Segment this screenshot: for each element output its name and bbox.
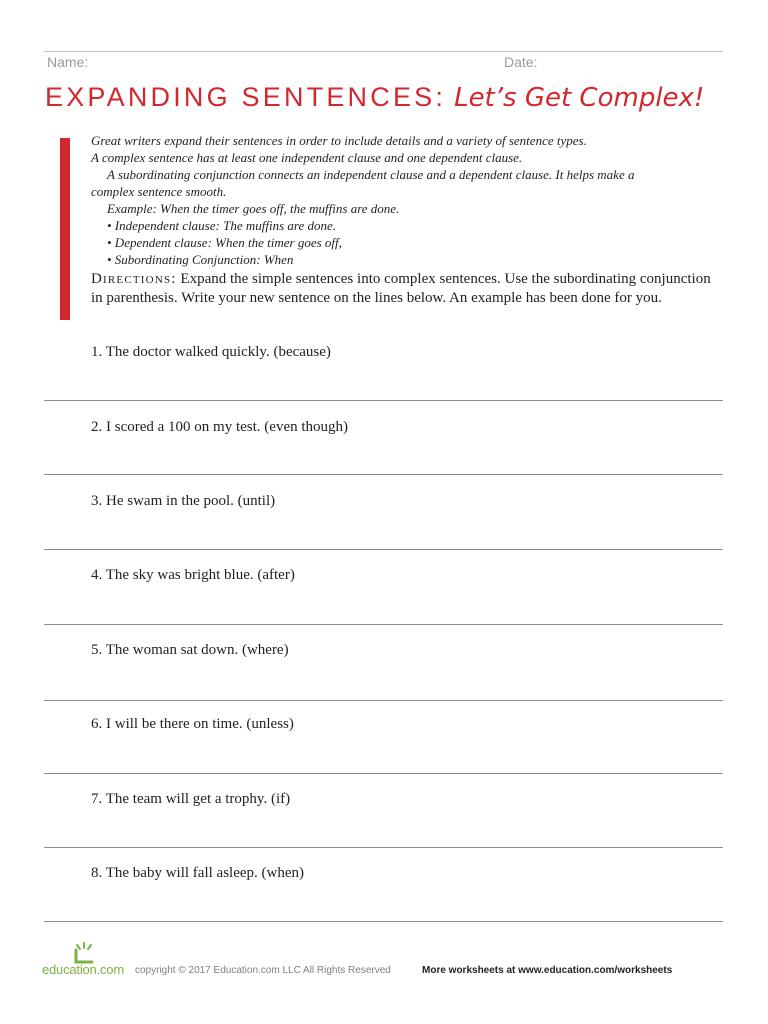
intro-line: complex sentence smooth. <box>91 184 227 199</box>
question-item: 8. The baby will fall asleep. (when) <box>91 865 304 881</box>
directions-label: Directions: <box>91 271 177 287</box>
logo-dotcom: .com <box>96 962 124 977</box>
accent-bar <box>60 138 70 320</box>
answer-line[interactable] <box>44 400 723 401</box>
intro-line: A subordinating conjunction connects an independent clause and a dependent clause. It helps make a <box>107 167 635 182</box>
example-line: Example: When the timer goes off, the muffins are done. <box>107 201 400 216</box>
question-item: 4. The sky was bright blue. (after) <box>91 567 295 583</box>
bullet-item: • Subordinating Conjunction: When <box>107 252 294 267</box>
header-rule <box>44 51 723 52</box>
question-item: 3. He swam in the pool. (until) <box>91 493 276 509</box>
answer-line[interactable] <box>44 624 723 625</box>
title-main: EXPANDING SENTENCES: <box>45 82 447 112</box>
directions <box>91 270 721 308</box>
footer <box>42 938 722 978</box>
answer-line[interactable] <box>44 847 723 848</box>
directions-text: Expand the simple sentences into complex sentences. Use the subordinating conjunction in parenthesis. Write your new sentence on the lines below. An example has been done for you. <box>91 271 711 306</box>
name-label: Name: <box>47 54 89 70</box>
answer-line[interactable] <box>44 549 723 550</box>
answer-line[interactable] <box>44 700 723 701</box>
answer-line[interactable] <box>44 921 723 922</box>
bullet-item: • Dependent clause: When the timer goes off, <box>107 235 342 250</box>
question-item: 7. The team will get a trophy. (if) <box>91 791 291 807</box>
brand-logo[interactable] <box>42 962 124 977</box>
title-subtitle: Let’s Get Complex! <box>454 83 705 113</box>
page-title <box>45 82 704 113</box>
question-item: 1. The doctor walked quickly. (because) <box>91 344 331 360</box>
question-item: 2. I scored a 100 on my test. (even though) <box>91 419 349 435</box>
logo-word: education <box>42 962 97 977</box>
answer-line[interactable] <box>44 773 723 774</box>
answer-line[interactable] <box>44 474 723 475</box>
intro-block <box>91 132 721 268</box>
copyright-text: copyright © 2017 Education.com LLC All Rights Reserved <box>135 965 391 976</box>
bullet-item: • Independent clause: The muffins are done. <box>107 218 336 233</box>
question-item: 5. The woman sat down. (where) <box>91 642 289 658</box>
more-worksheets-link[interactable]: More worksheets at www.education.com/worksheets <box>422 965 673 976</box>
intro-line: A complex sentence has at least one independent clause and one dependent clause. <box>91 150 523 165</box>
date-label: Date: <box>504 54 538 70</box>
question-item: 6. I will be there on time. (unless) <box>91 716 294 732</box>
book-icon <box>72 940 96 964</box>
intro-line: Great writers expand their sentences in order to include details and a variety of sentence types. <box>91 133 587 148</box>
